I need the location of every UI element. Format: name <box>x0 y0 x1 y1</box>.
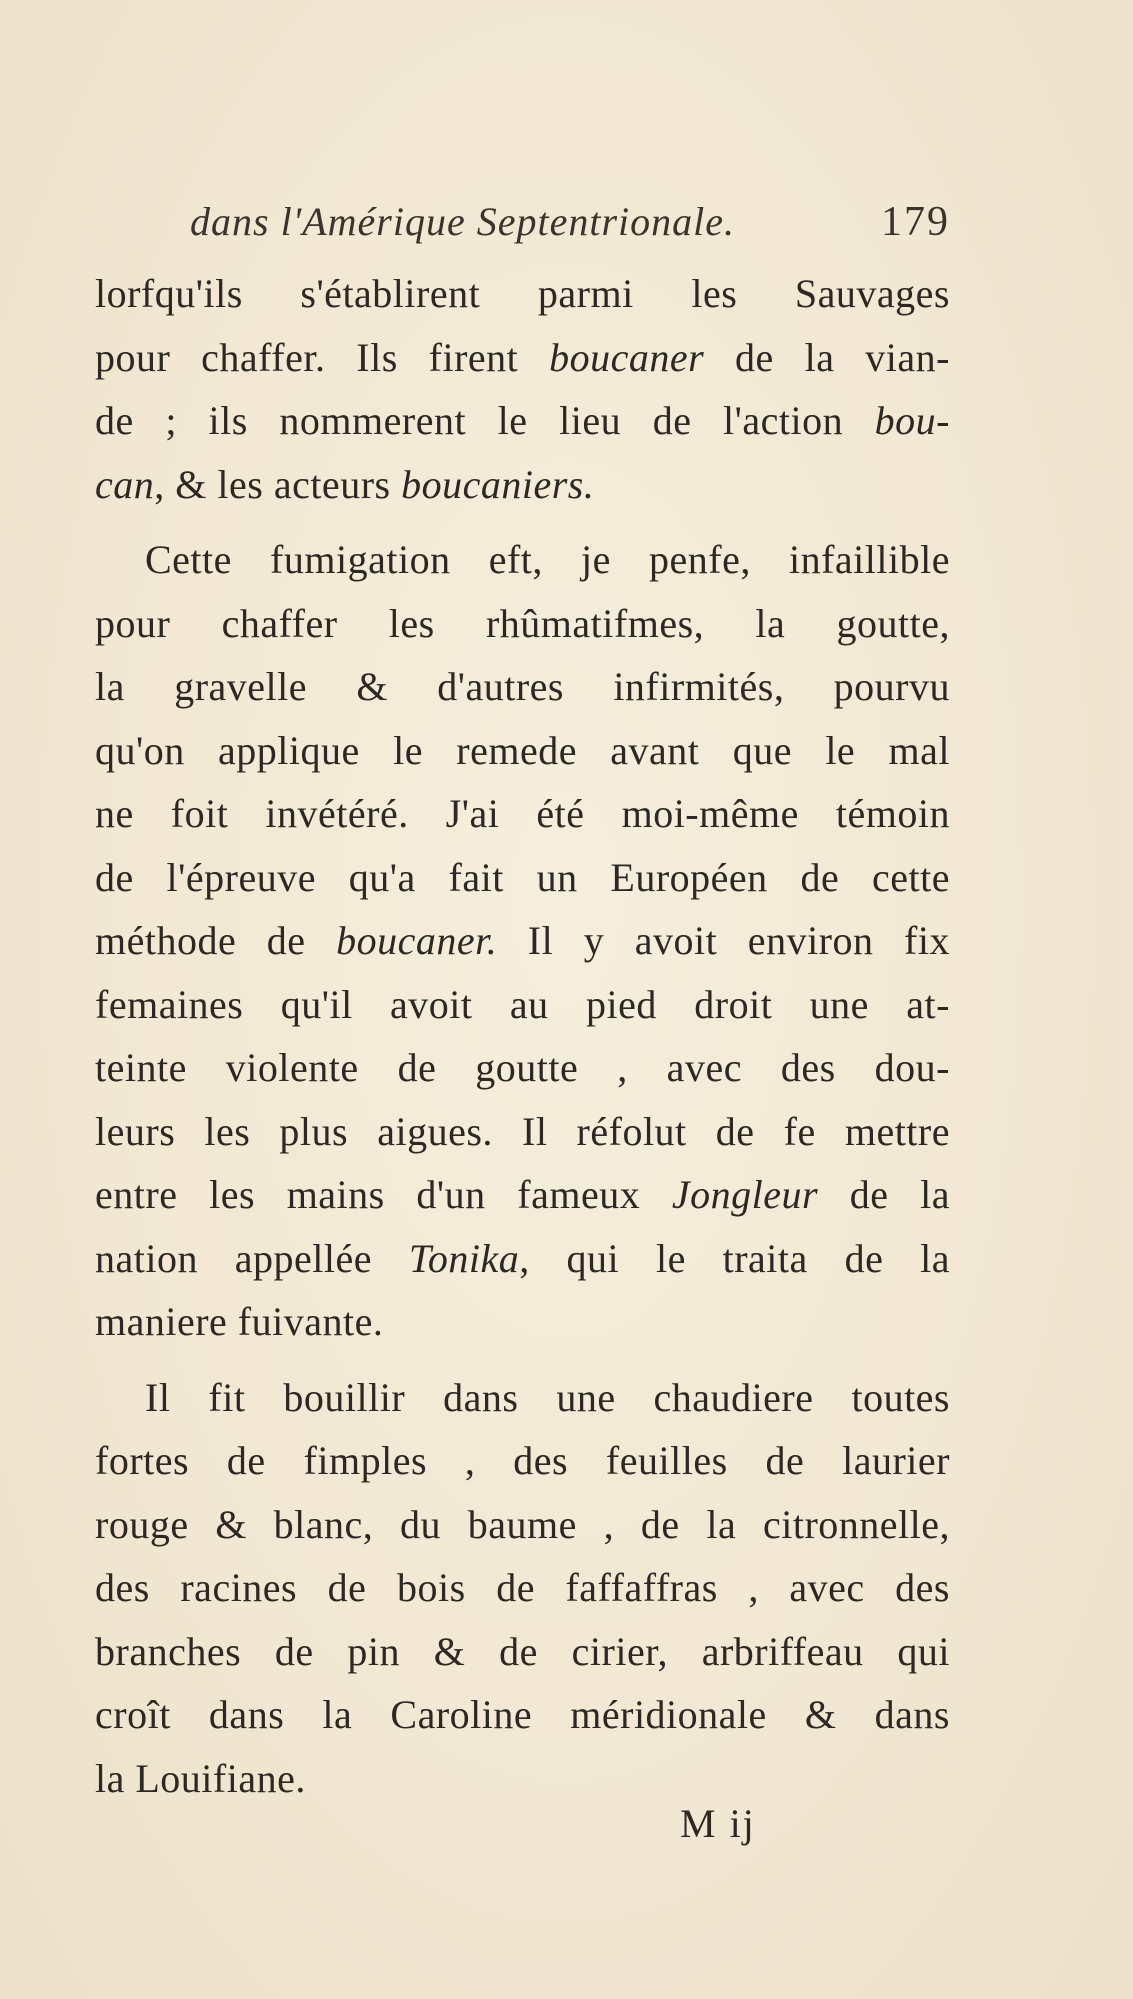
text-segment: Il fit bouillir dans une chaudiere toutes <box>145 1374 950 1420</box>
text-line <box>95 719 950 783</box>
text-segment: , & les acteurs <box>154 461 402 507</box>
text-line <box>95 655 950 719</box>
italic-term: can <box>95 461 155 507</box>
text-segment: croît dans la Caroline méridionale & dans <box>95 1692 950 1737</box>
italic-term: Jongleur <box>671 1172 819 1217</box>
text-line <box>95 1556 950 1620</box>
text-segment: ne foit invétéré. J'ai été moi-même témoin <box>95 791 950 836</box>
text-line <box>95 453 950 517</box>
text-segment: méthode de <box>95 918 337 963</box>
italic-term: boucaner. <box>336 918 498 963</box>
text-line <box>95 782 950 846</box>
text-segment: teinte violente de goutte , avec des dou- <box>95 1045 950 1090</box>
text-segment: , qui le traita de la <box>519 1235 950 1281</box>
text-line <box>95 1620 950 1684</box>
text-line <box>95 1036 950 1100</box>
paragraph-gap <box>95 516 950 528</box>
text-line <box>95 326 950 390</box>
text-segment: de ; ils nommerent le lieu de l'action <box>95 398 875 443</box>
text-line <box>95 1429 950 1493</box>
text-line <box>95 592 950 656</box>
text-segment: Cette fumigation eft, je penfe, infaillible <box>145 537 950 582</box>
text-segment: rouge & blanc, du baume , de la citronnelle, <box>95 1501 950 1547</box>
text-line <box>95 262 950 326</box>
text-line <box>95 1747 950 1811</box>
body-text <box>95 262 950 1810</box>
text-line <box>95 1366 950 1430</box>
text-segment: maniere fuivante. <box>95 1299 384 1344</box>
text-line <box>95 1683 950 1747</box>
page-number: 179 <box>881 199 950 245</box>
text-segment: de la <box>818 1172 951 1217</box>
text-segment: la gravelle & d'autres infirmités, pourvu <box>95 664 950 709</box>
text-line <box>95 909 950 973</box>
text-line <box>95 1493 950 1557</box>
text-line <box>95 1290 950 1354</box>
text-segment: lorfqu'ils s'établirent parmi les Sauvages <box>95 271 950 316</box>
text-segment: qu'on applique le remede avant que le mal <box>95 727 950 773</box>
text-segment: leurs les plus aigues. Il réfolut de fe mettre <box>95 1108 950 1154</box>
page-header <box>190 198 950 258</box>
text-line <box>95 846 950 910</box>
text-segment: des racines de bois de faffaffras , avec des <box>95 1565 950 1610</box>
text-line <box>95 389 950 453</box>
italic-term: boucaniers. <box>401 461 595 507</box>
text-line <box>95 1227 950 1291</box>
text-line <box>95 1100 950 1164</box>
text-segment: Il y avoit environ fix <box>497 918 950 963</box>
italic-term: bou- <box>874 398 950 443</box>
text-line <box>95 528 950 592</box>
text-segment: pour chaffer les rhûmatifmes, la goutte, <box>95 600 950 646</box>
text-segment: branches de pin & de cirier, arbriffeau qui <box>95 1628 950 1674</box>
italic-term: Tonika <box>408 1235 520 1281</box>
italic-term: boucaner <box>549 334 705 380</box>
text-segment: femaines qu'il avoit au pied droit une at- <box>95 981 950 1027</box>
text-segment: la Louifiane. <box>95 1755 306 1801</box>
text-segment: de la vian- <box>704 334 950 380</box>
text-segment: fortes de fimples , des feuilles de laurier <box>95 1438 950 1483</box>
text-segment: pour chaffer. Ils firent <box>95 334 550 380</box>
text-line <box>95 973 950 1037</box>
paragraph-gap <box>95 1354 950 1366</box>
text-line <box>95 1163 950 1227</box>
signature-mark: M ij <box>680 1801 756 1846</box>
text-segment: nation appellée <box>95 1235 409 1281</box>
text-segment: de l'épreuve qu'a fait un Européen de cette <box>95 854 950 900</box>
text-segment: entre les mains d'un fameux <box>95 1172 672 1217</box>
running-head: dans l'Amérique Septentrionale. <box>190 199 736 244</box>
